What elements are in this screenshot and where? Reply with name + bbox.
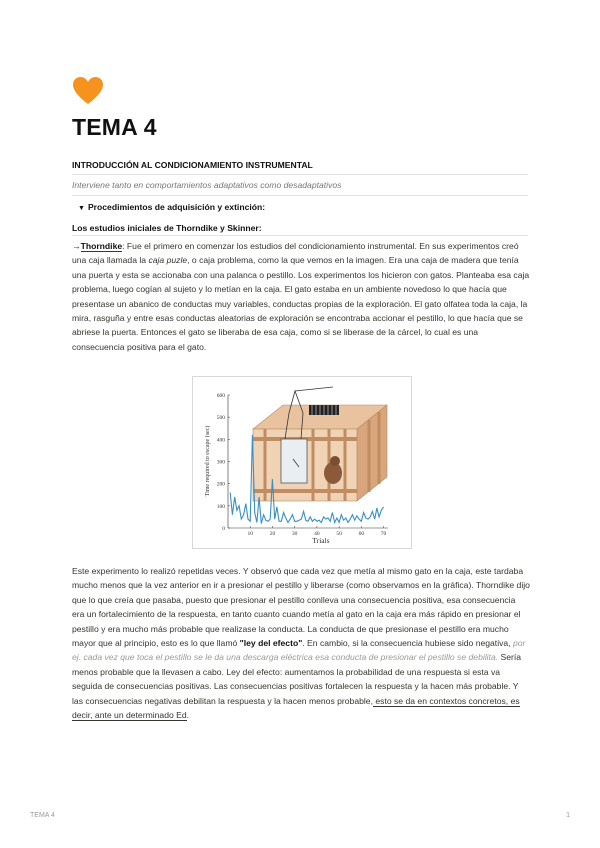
divider	[72, 235, 528, 236]
toggle-triangle-icon[interactable]: ▼	[78, 205, 85, 212]
divider	[72, 174, 528, 175]
puzzle-box-figure	[192, 376, 412, 549]
y-tick-label: 300	[216, 459, 225, 466]
page-title: TEMA 4	[72, 114, 157, 140]
divider	[72, 195, 528, 196]
y-tick-label: 600	[216, 393, 225, 399]
example-note: por ej. cada vez que toca el pestillo se le da una descarga eléctrica esa conducta de presionar el pestillo se debilita.	[72, 638, 526, 663]
x-tick-label: 20	[269, 531, 276, 537]
y-tick-label: 100	[216, 503, 225, 510]
y-tick-label: 0	[222, 526, 225, 532]
x-tick-label: 50	[336, 531, 342, 537]
thorndike-name: Thorndike	[80, 241, 123, 251]
subsection-heading: Los estudios iniciales de Thorndike y Skinner:	[72, 223, 262, 233]
footer-title: TEMA 4	[30, 812, 55, 819]
x-tick-label: 40	[314, 531, 320, 537]
paragraph-thorndike: →Thorndike: Fue el primero en comenzar los estudios del condicionamiento instrumental. En sus experimentos creó una caja llamada la caja puzle, o caja problema, como la que vemos en la imagen. Era una caja de madera que tenía una puerta y esta se accionaba con una palanca o pestillo. Los experimentos los hicieron con gatos. Planteaba esa caja problema, luego cogían al sujeto y lo metían en la caja. El gato estaba en un ambiente novedoso lo que hacía que presentase un abanico de conductas muy variables, conductas propias de la exploración. El gato olfatea toda la caja, la mira, rasguña y entre esas conductas aleatorias de exploración se encontraba accionar el pestillo, lo que hacía que se abriese la puerta. Entonces el gato se liberaba de esa caja, como si se liberase de la cárcel, lo cual es una consecuencia positiva para el gato.	[72, 241, 530, 352]
y-tick-label: 500	[216, 415, 225, 422]
ley-del-efecto-term: "ley del efecto"	[239, 638, 303, 649]
x-axis-label: Trials	[312, 536, 330, 545]
y-tick-label: 200	[216, 481, 225, 488]
orange-heart-icon	[72, 76, 104, 106]
section-heading: INTRODUCCIÓN AL CONDICIONAMIENTO INSTRUMENTAL	[72, 160, 313, 170]
paragraph-ley-del-efecto: Este experimento lo realizó repetidas veces. Y observó que cada vez que metía al mismo gato en la caja, este tardaba mucho menos que la vez anterior en ir a presionar el pestillo y liberarse (como observamos en la gráfica). Thorndike dijo que lo que creía que pasaba, puesto que presionar el pestillo conlleva una consecuencia positiva, esa consecuencia era un fortalecimiento de la respuesta, en tanto cuanto cuando metía al gato en la caja era más rápido en presionar el pestillo y era mucho más probable que realizase la conducta. La conducta de que presionase el pestillo era mucho mayor que al principio, esto es lo que llamó "ley del efecto". En cambio, si la consecuencia hubiese sido negativa, por ej. cada vez que toca el pestillo se le da una descarga eléctrica esa conducta de presionar el pestillo se debilita. Sería menos probable que la llevasen a cabo. Ley del efecto: aumentamos la probabilidad de una respuesta si esta va seguida de consecuencias positivas. Las consecuencias positivas fortalecen la respuesta y la hacen más probable. Y las consecuencias negativas debilitan la respuesta y la hacen menos probable, esto se da en contextos concretos, es decir, ante un determinado Ed.	[72, 566, 530, 721]
x-tick-label: 70	[380, 531, 387, 537]
x-tick-label: 60	[358, 531, 365, 537]
section-subtitle: Interviene tanto en comportamientos adaptativos como desadaptativos	[72, 180, 342, 190]
page-number: 1	[566, 812, 570, 819]
toggle-procedimientos[interactable]	[78, 202, 265, 212]
toggle-label: Procedimientos de adquisición y extinción:	[87, 202, 266, 212]
y-tick-label: 400	[216, 437, 225, 444]
arrow-glyph: →	[72, 241, 81, 251]
x-tick-label: 30	[291, 531, 298, 537]
y-axis-label: Time required to escape (sec)	[205, 425, 211, 497]
underlined-note: esto se da en contextos concretos, es decir, ante un determinado Ed	[72, 695, 520, 721]
x-tick-label: 10	[247, 531, 253, 537]
caja-puzle-term: caja puzle	[148, 255, 188, 266]
puzzle-box-chart	[193, 377, 411, 548]
